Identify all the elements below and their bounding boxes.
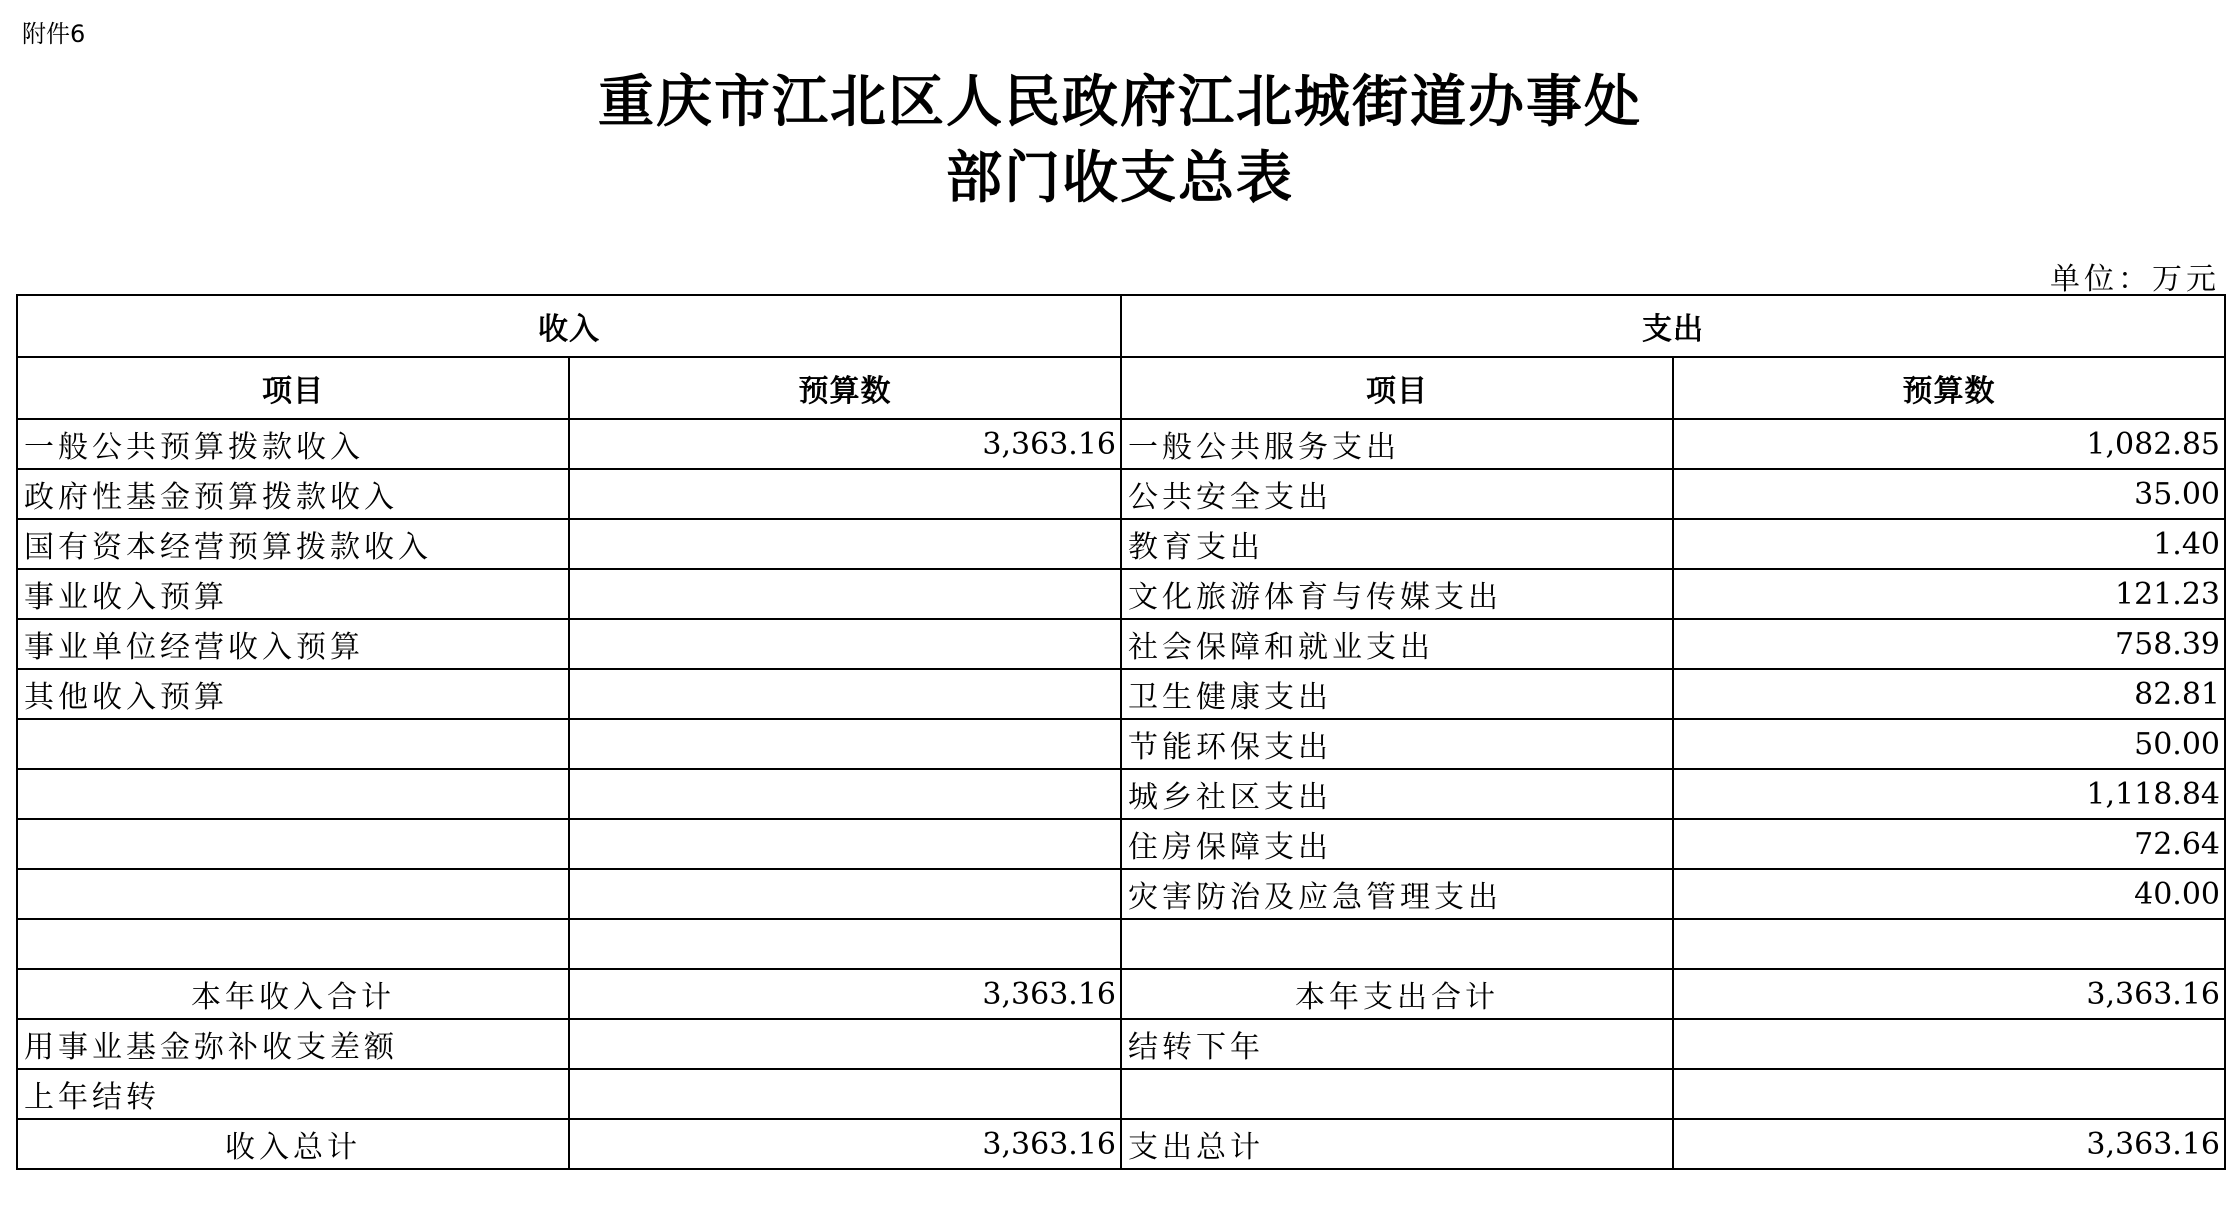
- table-row: [17, 869, 2225, 919]
- table-row: [17, 769, 2225, 819]
- expense-item: 社会保障和就业支出: [1121, 619, 1673, 669]
- expense-value: 758.39: [1673, 619, 2225, 669]
- page-subtitle: 部门收支总表: [946, 146, 1294, 211]
- income-value: [569, 919, 1121, 969]
- expense-item: 住房保障支出: [1121, 819, 1673, 869]
- expense-grand-total-value: 3,363.16: [1673, 1119, 2225, 1169]
- table-row: [17, 569, 2225, 619]
- expense-value: 1.40: [1673, 519, 2225, 569]
- expense-value: 40.00: [1673, 869, 2225, 919]
- income-item: [17, 769, 569, 819]
- expense-value: 50.00: [1673, 719, 2225, 769]
- income-year-total-value: 3,363.16: [569, 969, 1121, 1019]
- expense-value: [1673, 1069, 2225, 1119]
- table-row: [17, 469, 2225, 519]
- table-row: [17, 519, 2225, 569]
- income-item: 一般公共预算拨款收入: [17, 419, 569, 469]
- expense-value: 1,118.84: [1673, 769, 2225, 819]
- income-item: 用事业基金弥补收支差额: [17, 1019, 569, 1069]
- expense-item: 城乡社区支出: [1121, 769, 1673, 819]
- income-item: 事业收入预算: [17, 569, 569, 619]
- expense-item: 公共安全支出: [1121, 469, 1673, 519]
- expense-item: 教育支出: [1121, 519, 1673, 569]
- table-row: [17, 419, 2225, 469]
- income-value: [569, 1019, 1121, 1069]
- expense-item: [1121, 1069, 1673, 1119]
- year-total-row: [17, 969, 2225, 1019]
- income-value: [569, 769, 1121, 819]
- income-item-header: 项目: [17, 357, 569, 419]
- income-item: [17, 819, 569, 869]
- income-item: 其他收入预算: [17, 669, 569, 719]
- income-value: [569, 619, 1121, 669]
- budget-table: [16, 294, 2226, 1170]
- income-value: [569, 469, 1121, 519]
- expense-item: [1121, 919, 1673, 969]
- expense-value: 1,082.85: [1673, 419, 2225, 469]
- income-item: 政府性基金预算拨款收入: [17, 469, 569, 519]
- income-value: [569, 519, 1121, 569]
- expense-value: 72.64: [1673, 819, 2225, 869]
- expense-year-total-label: 本年支出合计: [1121, 969, 1673, 1019]
- expense-item: 一般公共服务支出: [1121, 419, 1673, 469]
- table-row: [17, 719, 2225, 769]
- income-value: [569, 1069, 1121, 1119]
- unit-label: 单位：万元: [2050, 262, 2220, 297]
- expense-item-header: 项目: [1121, 357, 1673, 419]
- expense-header: 支出: [1121, 295, 2225, 357]
- income-item: 国有资本经营预算拨款收入: [17, 519, 569, 569]
- expense-value: 121.23: [1673, 569, 2225, 619]
- expense-value: 35.00: [1673, 469, 2225, 519]
- table-row: [17, 669, 2225, 719]
- income-item: [17, 719, 569, 769]
- table-row: [17, 619, 2225, 669]
- income-value: [569, 719, 1121, 769]
- expense-item: 文化旅游体育与传媒支出: [1121, 569, 1673, 619]
- income-budget-header: 预算数: [569, 357, 1121, 419]
- expense-item: 结转下年: [1121, 1019, 1673, 1069]
- expense-item: 灾害防治及应急管理支出: [1121, 869, 1673, 919]
- attachment-label: 附件6: [22, 20, 86, 48]
- income-grand-total-label: 收入总计: [17, 1119, 569, 1169]
- column-header-row: [17, 357, 2225, 419]
- section-header-row: [17, 295, 2225, 357]
- expense-value: 82.81: [1673, 669, 2225, 719]
- income-item: [17, 869, 569, 919]
- income-year-total-label: 本年收入合计: [17, 969, 569, 1019]
- table-row: [17, 1069, 2225, 1119]
- table-row: [17, 919, 2225, 969]
- income-value: [569, 569, 1121, 619]
- income-value: 3,363.16: [569, 419, 1121, 469]
- income-value: [569, 669, 1121, 719]
- expense-item: 节能环保支出: [1121, 719, 1673, 769]
- expense-value: [1673, 1019, 2225, 1069]
- page-title: 重庆市江北区人民政府江北城街道办事处: [598, 70, 1642, 135]
- expense-budget-header: 预算数: [1673, 357, 2225, 419]
- income-value: [569, 819, 1121, 869]
- income-item: 上年结转: [17, 1069, 569, 1119]
- income-header: 收入: [17, 295, 1121, 357]
- expense-grand-total-label: 支出总计: [1121, 1119, 1673, 1169]
- income-item: 事业单位经营收入预算: [17, 619, 569, 669]
- income-grand-total-value: 3,363.16: [569, 1119, 1121, 1169]
- grand-total-row: [17, 1119, 2225, 1169]
- expense-item: 卫生健康支出: [1121, 669, 1673, 719]
- expense-year-total-value: 3,363.16: [1673, 969, 2225, 1019]
- income-item: [17, 919, 569, 969]
- expense-value: [1673, 919, 2225, 969]
- table-row: [17, 819, 2225, 869]
- income-value: [569, 869, 1121, 919]
- table-row: [17, 1019, 2225, 1069]
